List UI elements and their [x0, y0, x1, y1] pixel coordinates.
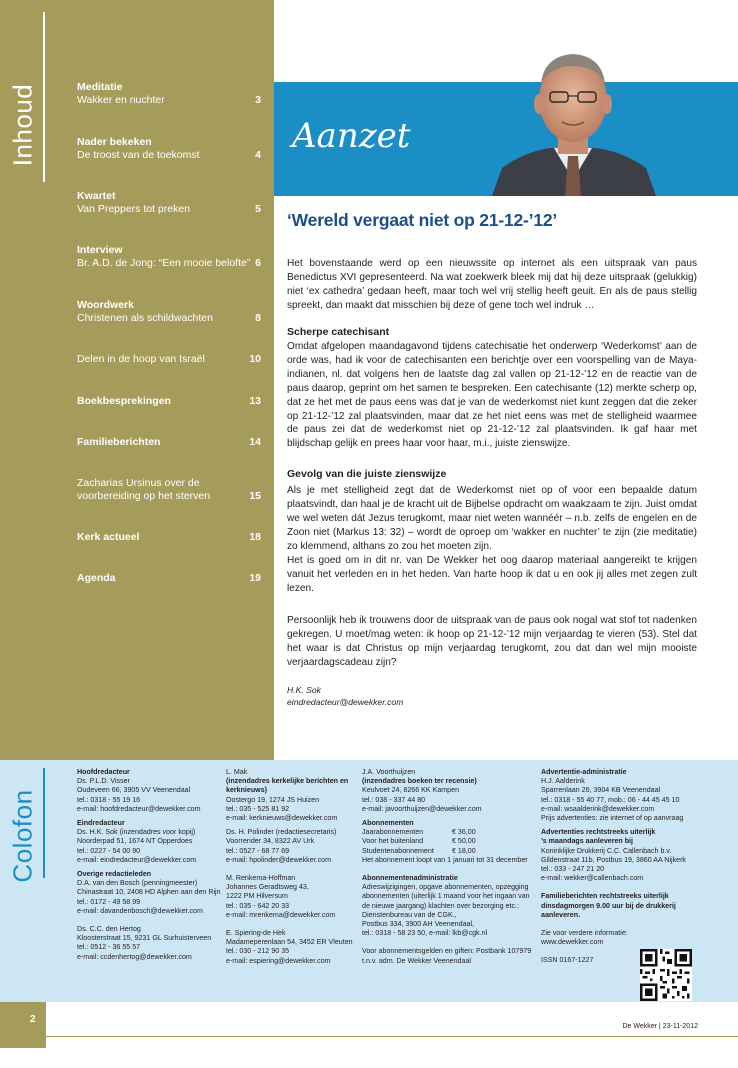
- rate-row: Jaarabonnementen € 36,00: [362, 828, 476, 837]
- colofon-column-3: [362, 768, 531, 975]
- colofon-title: Colofon: [7, 789, 38, 883]
- toc-entry-kerk-actueel[interactable]: Kerk actueel 18: [77, 531, 261, 543]
- colofon-block: Ds. C.C. den Hertog Kloosterstraat 15, 9231 GL Surhuisterveen tel.: 0512 - 36 55 57 e-mail: ccdenhertog@dewekker.com: [77, 925, 212, 961]
- toc-entry-nader-bekeken[interactable]: Nader bekeken De troost van de toekomst 4: [77, 136, 261, 161]
- colofon-block: Ds. H. Polinder (redactiesecretaris) Voorrender 34, 8322 AV Urk tel.: 0527 - 68 77 69 e-mail: hpolinder@dewekker.com: [226, 828, 337, 864]
- colofon-block: Zie voor verdere informatie: www.dewekker.com: [541, 929, 628, 947]
- author-name: H.K. Sok: [287, 685, 321, 695]
- article-paragraph: Als je met stelligheid zegt dat de Wederkomst niet op of voor een bepaalde datum plaatsvindt, dan haal je de kracht uit de Bijbelse opdracht om waakzaam te zijn. Juist omdat we wel weten dát Jezus terugkomt, maar niet weten wannéér – n.b. zelfs de engelen en de Zoon niet (Markus 13: 32) – wordt de oproep om ‘wakker en nuchter’ te zijn (zie meditatie) zo klemmend, althans zo zou het moeten zijn.: [287, 485, 697, 552]
- author-email[interactable]: eindredacteur@dewekker.com: [287, 697, 404, 707]
- colofon-block: Familieberichten rechtstreeks uiterlijk dinsdagmorgen 9.00 uur bij de drukkerij aanleveren.: [541, 892, 676, 919]
- toc-entry-delen-in-de-hoop[interactable]: Delen in de hoop van Israël 10: [77, 353, 261, 365]
- colofon-block: Abonnementenadministratie Adreswijzigingen, opgave abonnementen, opzegging abonnementen (uiterlijk 1 maand voor het ingaan van de nieuwe jaargang) klachten over bezorging etc.: Dienstenbureau van de CGK., Postbus 334, 3900 AH Veenendaal, tel.: 0318 - 58 23 50, e-mail: lkb@cgk.nl: [362, 874, 530, 938]
- colofon-column-4: [541, 768, 686, 975]
- toc-entry-boekbesprekingen[interactable]: Boekbesprekingen 13: [77, 395, 261, 407]
- article-intro: Het bovenstaande werd op een nieuwssite op internet als een uitspraak van paus Benedictus XVI gepresenteerd. Na wat zoekwerk bleek mij dat hij deze uitspraak (gelukkig) niet ‘ex cathedra’ gedaan heeft, maar toch wel vrij stellig heeft geuit. En als de paus stellig spreekt, dan maakt dat misschien bij deze of gene toch wel indruk …: [287, 258, 697, 311]
- colofon-column-1: [77, 768, 221, 971]
- colofon-block: L. Mak (inzendadres kerkelijke berichten en kerknieuws) Oostergo 19, 1274 JS Huizen tel.: 035 - 525 81 92 e-mail: kerknieuws@dewekker.com: [226, 768, 349, 823]
- article-title: ‘Wereld vergaat niet op 21-12-’12’: [287, 210, 558, 230]
- toc-entry-meditatie[interactable]: Meditatie Wakker en nuchter 3: [77, 81, 261, 106]
- article-paragraph: Persoonlijk heb ik trouwens door de uitspraak van de paus ook nogal wat stof tot nadenken gekregen. U moet/mag weten: ik hoop op 21-12-’12 mijn verjaardag te vieren (53). Stel dat het waar is dat Christus op mijn verjaardag terugkomt, zou dat dan wel mijn mooiste verjaardagscadeau zijn?: [287, 615, 697, 668]
- colofon-divider: [43, 768, 45, 878]
- toc-entry-kwartet[interactable]: Kwartet Van Preppers tot preken 5: [77, 190, 261, 215]
- colofon-block: J.A. Voorthuijzen (inzendadres boeken ter recensie) Keulvoet 24, 8266 KK Kampen tel.: 038 - 337 44 80 e-mail: javoorthuijzen@dewekker.com: [362, 768, 482, 813]
- colofon-column-2: [226, 768, 353, 975]
- publication-info: De Wekker | 23-11-2012: [622, 1023, 698, 1030]
- article-signature: [287, 684, 403, 708]
- article-paragraph: Het is goed om in dit nr. van De Wekker het oog daarop materiaal aangereikt te krijgen vanuit het verleden en in het heden. Van harte hoop ik dat u en ook jij alles met zegen zult lezen.: [287, 555, 697, 594]
- author-portrait: [484, 44, 662, 196]
- page-number-box: [0, 1002, 46, 1048]
- toc-title: Inhoud: [7, 83, 38, 167]
- toc-entry-interview[interactable]: Interview Br. A.D. de Jong: “Een mooie belofte” 6: [77, 244, 261, 269]
- footer-divider: [46, 1036, 738, 1037]
- toc-entry-agenda[interactable]: Agenda 19: [77, 572, 261, 584]
- colofon-block: M. Renkema-Hoffman Johannes Geradtsweg 43, 1222 PM Hilversum tel.: 035 - 642 20 33 e-mail: mrenkema@dewekker.com: [226, 874, 336, 919]
- colofon-block: Eindredacteur Ds. H.K. Sok (inzendadres voor kopij) Noorderpad 51, 1674 NT Opperdoes tel.: 0227 - 54 00 90 e-mail: eindredacteur@dewekker.com: [77, 819, 197, 864]
- toc-entry-woordwerk[interactable]: Woordwerk Christenen als schildwachten 8: [77, 299, 261, 324]
- colofon-block: Overige redactieleden D.A. van den Bosch (penningmeester) Chinastraat 10, 2408 HD Alphen aan den Rijn tel.: 0172 - 49 58 99 e-mail: davandenbosch@dewekker.com: [77, 870, 221, 915]
- rate-row: Voor het buitenland € 50,00: [362, 837, 476, 846]
- inhoud-divider: [43, 12, 45, 182]
- subhead-scherpe-catechisant: Scherpe catechisant: [287, 326, 390, 338]
- page-number: 2: [30, 1014, 36, 1025]
- qr-code-icon[interactable]: [640, 949, 692, 1001]
- toc-entry-zacharias-ursinus[interactable]: Zacharias Ursinus over de voorbereiding op het sterven 15: [77, 477, 261, 502]
- colofon-block: Abonnementen Jaarabonnementen € 36,00 Voor het buitenland € 50,00 Studentenabonnement € 18,00 Het abonnement loopt van 1 januari tot 31 december: [362, 819, 531, 865]
- section-title: Aanzet: [292, 116, 411, 156]
- subhead-gevolg: Gevolg van die juiste zienswijze: [287, 468, 447, 480]
- colofon-block: Advertentie-administratie H.J. Aalderink Sparrenlaan 26, 3904 KB Veenendaal tel.: 0318 - 55 40 77, mob.: 06 - 44 45 45 10 e-mail: wsaalderink@dewekker.com Prijs advertenties: zie internet of op aanvraag: [541, 768, 684, 823]
- colofon-block: Voor abonnementsgelden en giften: Postbank 107979 t.n.v. adm. De Wekker Veenendaal: [362, 947, 532, 965]
- colofon-block: ISSN 0167-1227: [541, 956, 594, 965]
- article-paragraph: Omdat afgelopen maandagavond tijdens catechisatie het onderwerp ‘Wederkomst’ aan de orde was, had ik voor de catechisanten een berichtje over een voorspelling van de Maya-indianen, nl. dat volgens hen de laatste dag zal vallen op 21-12-’12 en de reactie van de paus daarop, geprint om het samen te bespreken. Een catechisante (12) merkte scherp op, dat ze het met de paus eens was dat je van de wederkomst niet kunt zeggen dat die zeker op 21-12-’12 zal plaatsvinden, maar dat ze het niet eens was met de stelligheid waarmee de paus zei dat de wederkomst niet op 21-12-’12 zal plaatsvinden. Ik gaf haar met blijdschap gelijk en prees haar voor haar, m.i., juiste zienswijze.: [287, 341, 697, 450]
- rate-row: Studentenabonnement € 18,00: [362, 846, 476, 855]
- colofon-block: Hoofdredacteur Ds. P.L.D. Visser Oudeveen 66, 3905 VV Veenendaal tel.: 0318 - 55 19 16 e-mail: hoofdredacteur@dewekker.com: [77, 768, 201, 813]
- colofon-block: Advertenties rechtstreeks uiterlijk ’s maandags aanleveren bij Koninklijke Drukkerij C.C. Callenbach b.v. Gildenstraat 11b, Postbus 19, 3860 AA Nijkerk tel.: 033 - 247 21 20 e-mail: wekker@callenbach.com: [541, 828, 686, 883]
- toc-entry-familieberichten[interactable]: Familieberichten 14: [77, 436, 261, 448]
- colofon-block: E. Spiering-de Hek Madameperenlaan 54, 3452 ER Vleuten tel.: 030 - 212 90 35 e-mail: espiering@dewekker.com: [226, 929, 353, 965]
